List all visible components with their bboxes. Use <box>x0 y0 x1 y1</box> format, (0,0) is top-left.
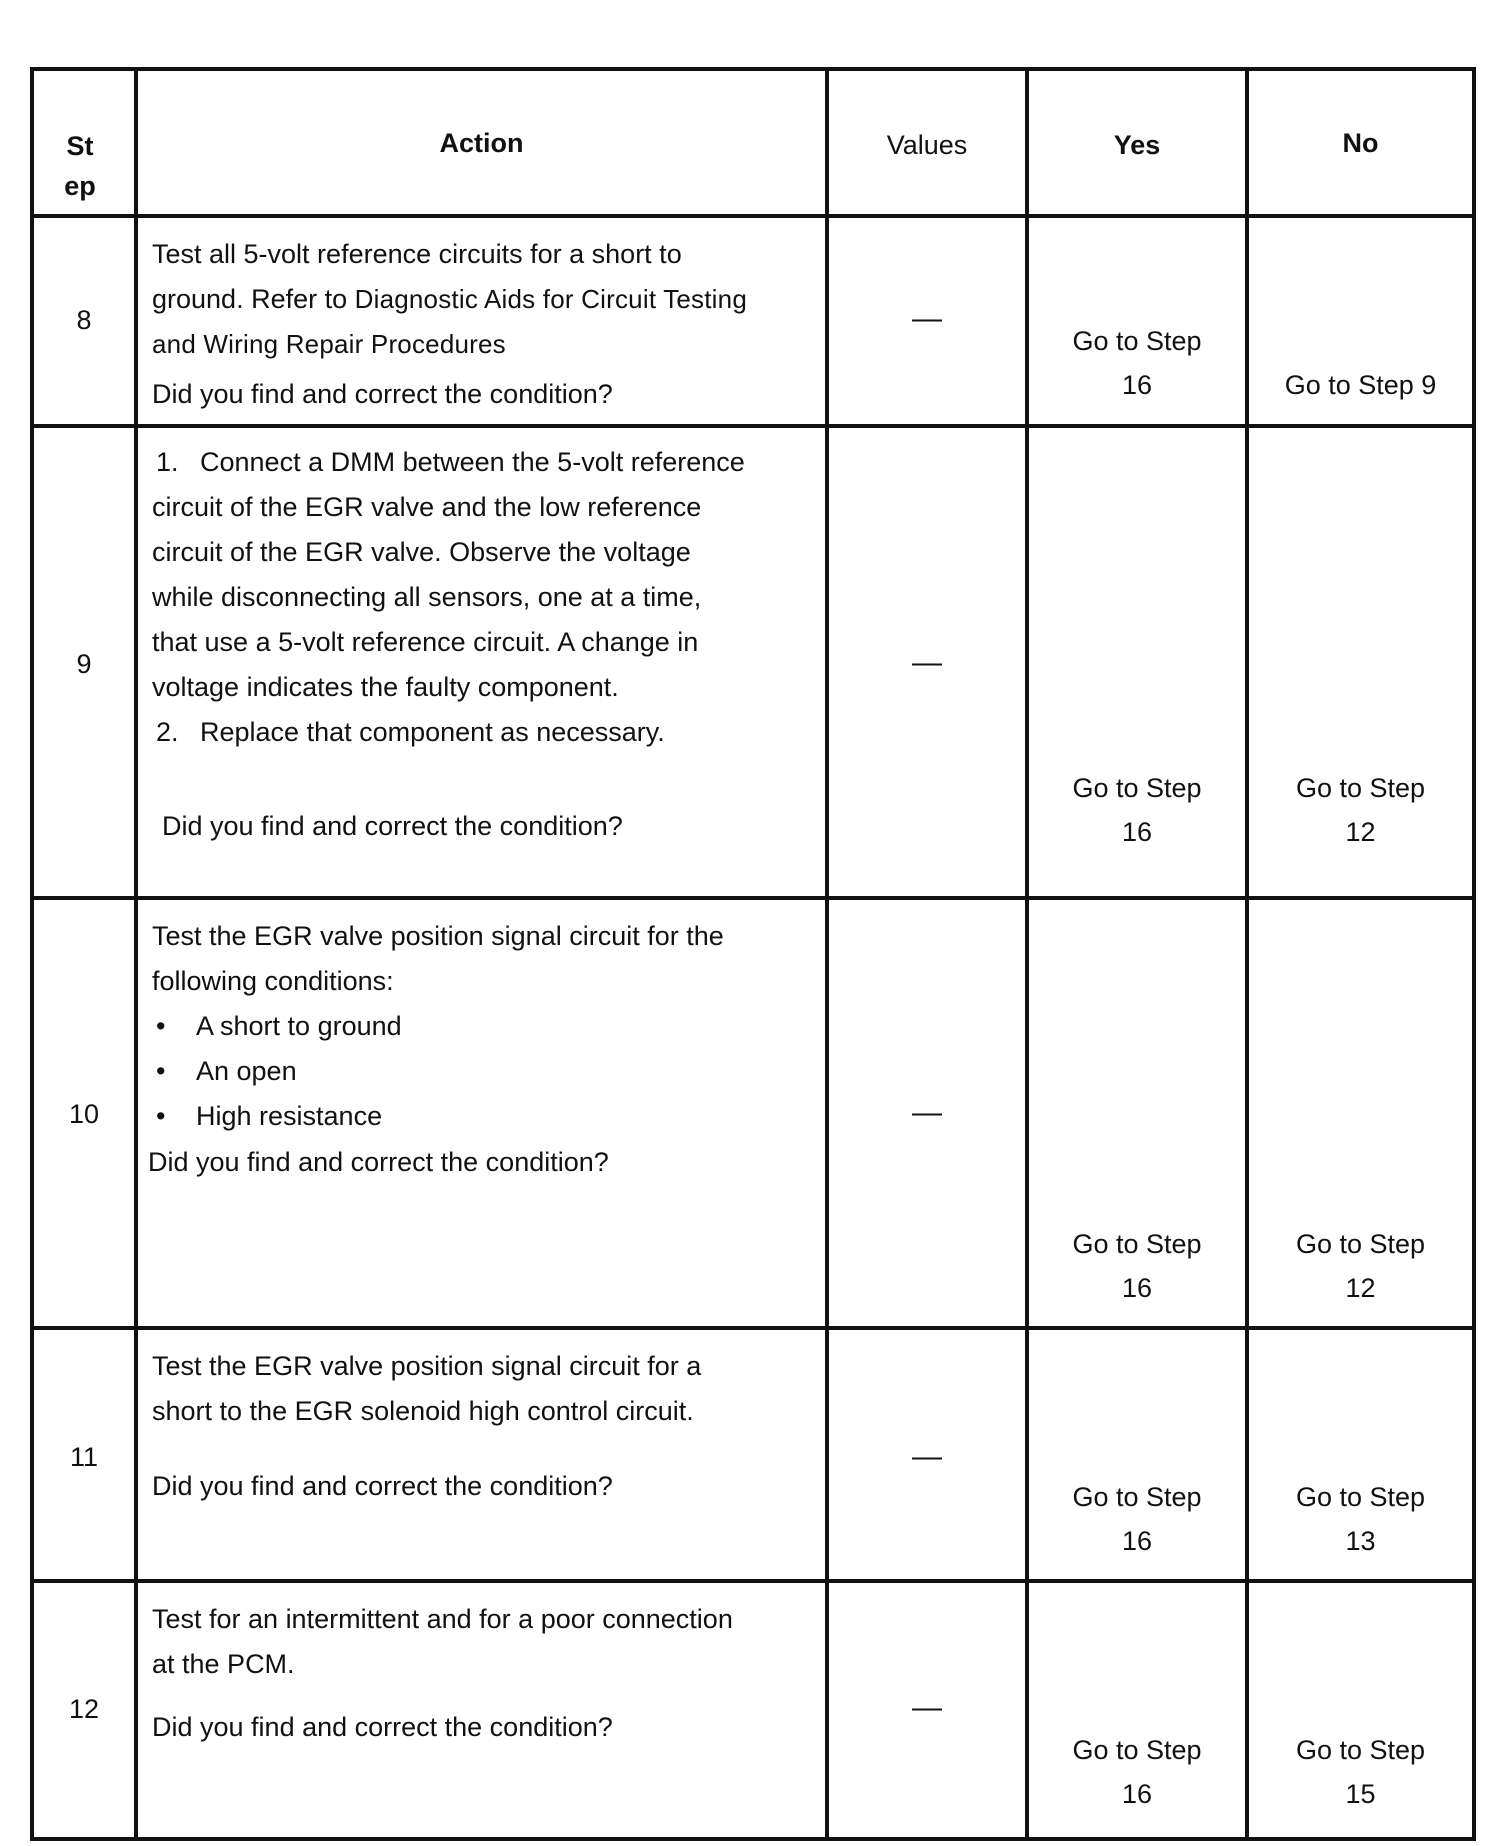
action-text <box>152 1597 785 1687</box>
no-goto <box>1249 1475 1472 1563</box>
yes-cell <box>1027 426 1247 898</box>
header-values-cell <box>827 69 1027 216</box>
no-goto-step: 13 <box>1345 1526 1376 1556</box>
table-row <box>32 426 1474 898</box>
action-line: Test the EGR valve position signal circuit for a <box>152 1351 702 1381</box>
yes-goto-step: 16 <box>1121 370 1153 400</box>
list-item-text: An open <box>196 1056 297 1086</box>
table-header-row <box>32 69 1474 216</box>
action-text <box>152 1344 785 1434</box>
no-goto <box>1249 1222 1472 1310</box>
action-cell <box>136 1581 827 1839</box>
action-text <box>152 440 785 755</box>
values-dash: — <box>912 1440 942 1473</box>
yes-goto-label: Go to Step <box>1072 773 1202 803</box>
numbered-list <box>152 440 785 755</box>
step-number: 11 <box>69 1442 99 1472</box>
values-dash: — <box>912 646 942 679</box>
list-item-text: High resistance <box>196 1101 383 1131</box>
list-item-text: Replace that component as necessary. <box>200 717 665 747</box>
table-row <box>32 216 1474 426</box>
no-goto-step: 15 <box>1345 1779 1376 1809</box>
list-item <box>152 1049 785 1094</box>
action-line: Test the EGR valve position signal circuit for the <box>152 921 724 951</box>
action-line: Test for an intermittent and for a poor connection <box>152 1604 733 1634</box>
action-question: Did you find and correct the condition? <box>148 1147 609 1177</box>
no-goto <box>1249 766 1472 854</box>
no-goto <box>1249 1728 1472 1816</box>
header-no-cell <box>1247 69 1474 216</box>
header-step: St ep <box>64 131 96 201</box>
list-item-continuation: circuit of the EGR valve. Observe the voltage <box>152 537 691 567</box>
no-cell <box>1247 1581 1474 1839</box>
yes-cell <box>1027 1328 1247 1581</box>
no-cell <box>1247 898 1474 1328</box>
no-cell <box>1247 216 1474 426</box>
list-item-continuation: that use a 5-volt reference circuit. A change in <box>152 627 699 657</box>
yes-goto <box>1029 766 1245 854</box>
step-cell <box>32 1328 136 1581</box>
action-question: Did you find and correct the condition? <box>152 379 613 409</box>
yes-cell <box>1027 898 1247 1328</box>
list-item <box>152 710 785 755</box>
action-text <box>152 914 785 1139</box>
yes-goto-label: Go to Step <box>1072 1735 1202 1765</box>
yes-cell <box>1027 1581 1247 1839</box>
values-cell <box>827 1581 1027 1839</box>
action-line: short to the EGR solenoid high control circuit. <box>152 1396 694 1426</box>
reference-link-text: Diagnostic Aids for Circuit Testing <box>354 284 747 314</box>
action-cell <box>136 1328 827 1581</box>
step-cell <box>32 898 136 1328</box>
step-cell <box>32 426 136 898</box>
values-dash: — <box>912 1096 942 1129</box>
bullet-mark: • <box>156 1101 166 1131</box>
yes-goto <box>1029 319 1245 407</box>
action-question: Did you find and correct the condition? <box>162 811 623 841</box>
action-cell <box>136 426 827 898</box>
list-item-continuation: circuit of the EGR valve and the low reference <box>152 492 702 522</box>
action-line-part: ground. Refer to <box>152 284 355 314</box>
header-yes: Yes <box>1113 130 1161 160</box>
header-values: Values <box>886 130 968 160</box>
header-action: Action <box>439 128 524 158</box>
list-item-text: A short to ground <box>196 1011 402 1041</box>
values-cell <box>827 216 1027 426</box>
no-goto-label: Go to Step <box>1295 1482 1426 1512</box>
header-no: No <box>1342 128 1379 158</box>
header-yes-cell <box>1027 69 1247 216</box>
values-dash: — <box>912 1691 942 1724</box>
list-item <box>152 1094 785 1139</box>
no-goto-label: Go to Step 9 <box>1284 370 1437 400</box>
action-cell <box>136 216 827 426</box>
table-row <box>32 1328 1474 1581</box>
list-item <box>152 1004 785 1049</box>
bullet-mark: • <box>156 1011 166 1041</box>
yes-cell <box>1027 216 1247 426</box>
header-step-cell <box>32 69 136 216</box>
step-number: 12 <box>68 1694 100 1724</box>
yes-goto-step: 16 <box>1121 1273 1153 1303</box>
no-goto-step: 12 <box>1345 1273 1376 1303</box>
list-item-text: Connect a DMM between the 5-volt reference <box>200 447 745 477</box>
action-question: Did you find and correct the condition? <box>152 1471 613 1501</box>
no-goto <box>1249 363 1472 407</box>
no-cell <box>1247 426 1474 898</box>
step-number: 10 <box>68 1099 100 1129</box>
values-cell <box>827 1328 1027 1581</box>
action-text <box>152 232 785 367</box>
step-cell <box>32 1581 136 1839</box>
action-line: and Wiring Repair Procedures <box>152 329 506 359</box>
action-line: following conditions: <box>152 966 394 996</box>
list-number: 2. <box>156 717 179 747</box>
yes-goto <box>1029 1222 1245 1310</box>
no-cell <box>1247 1328 1474 1581</box>
step-number: 8 <box>76 305 92 335</box>
action-line <box>152 277 785 322</box>
list-item <box>152 440 785 485</box>
bullet-list <box>152 1004 785 1139</box>
yes-goto-label: Go to Step <box>1072 1482 1202 1512</box>
yes-goto <box>1029 1475 1245 1563</box>
bullet-mark: • <box>156 1056 166 1086</box>
list-item-continuation: voltage indicates the faulty component. <box>152 672 619 702</box>
diagnostic-steps-table <box>30 67 1476 1841</box>
list-number: 1. <box>156 447 179 477</box>
values-dash: — <box>912 302 942 335</box>
action-cell <box>136 898 827 1328</box>
yes-goto-step: 16 <box>1121 1526 1153 1556</box>
step-cell <box>32 216 136 426</box>
no-goto-label: Go to Step <box>1295 773 1426 803</box>
list-item-continuation: while disconnecting all sensors, one at a time, <box>152 582 702 612</box>
yes-goto-label: Go to Step <box>1072 1229 1202 1259</box>
no-goto-label: Go to Step <box>1295 1735 1426 1765</box>
no-goto-step: 12 <box>1345 817 1376 847</box>
table-row <box>32 1581 1474 1839</box>
action-question: Did you find and correct the condition? <box>152 1712 613 1742</box>
yes-goto-step: 16 <box>1121 817 1153 847</box>
no-goto-label: Go to Step <box>1295 1229 1426 1259</box>
action-line: at the PCM. <box>152 1649 295 1679</box>
header-action-cell <box>136 69 827 216</box>
yes-goto-step: 16 <box>1121 1779 1153 1809</box>
table-row <box>32 898 1474 1328</box>
values-cell <box>827 426 1027 898</box>
values-cell <box>827 898 1027 1328</box>
step-number: 9 <box>76 649 92 679</box>
yes-goto <box>1029 1728 1245 1816</box>
action-line: Test all 5-volt reference circuits for a short to <box>152 239 682 269</box>
yes-goto-label: Go to Step <box>1072 326 1202 356</box>
